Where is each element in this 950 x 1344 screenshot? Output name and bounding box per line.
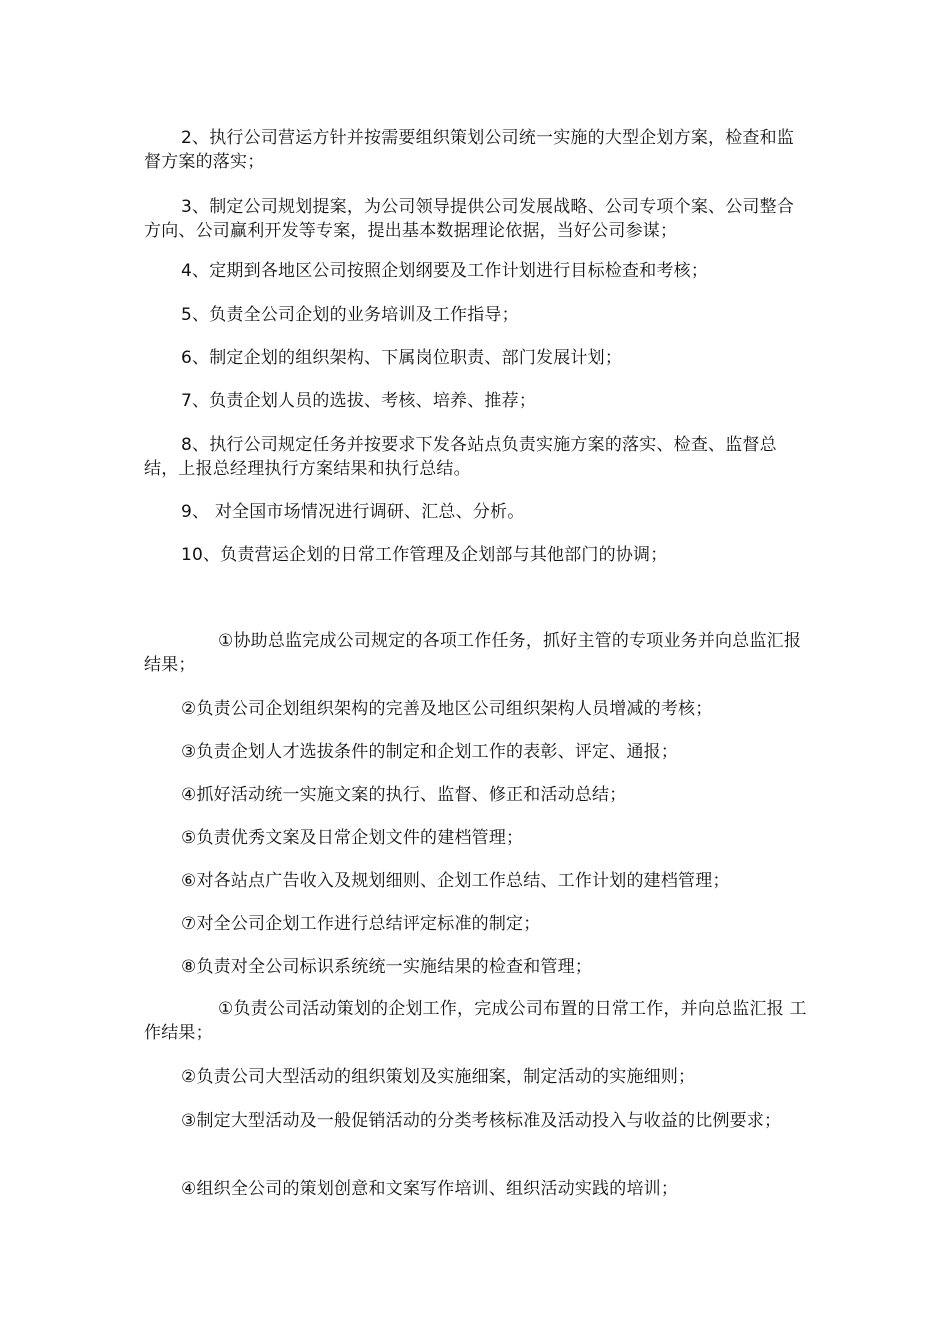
duty-item-6: 6、制定企划的组织架构、下属岗位职责、部门发展计划； (181, 348, 623, 368)
activity-duty-1: ①负责公司活动策划的企划工作，完成公司布置的日常工作，并向总监汇报 工作结果； (144, 999, 807, 1043)
supervisor-duty-7: ⑦对全公司企划工作进行总结评定标准的制定； (181, 914, 541, 934)
supervisor-duty-5: ⑤负责优秀文案及日常企划文件的建档管理； (181, 828, 524, 848)
supervisor-duty-4: ④抓好活动统一实施文案的执行、监督、修正和活动总结； (181, 785, 627, 805)
duty-item-4: 4、定期到各地区公司按照企划纲要及工作计划进行目标检查和考核； (181, 261, 709, 281)
duty-item-2: 2、执行公司营运方针并按需要组织策划公司统一实施的大型企划方案，检查和监督方案的落实； (144, 128, 795, 172)
duty-item-8: 8、执行公司规定任务并按要求下发各站点负责实施方案的落实、检查、监督总结，上报总经理执行方案结果和执行总结。 (144, 435, 777, 479)
supervisor-duty-2: ②负责公司企划组织架构的完善及地区公司组织架构人员增减的考核； (181, 699, 713, 719)
duty-item-9: 9、 对全国市场情况进行调研、汇总、分析。 (181, 502, 525, 522)
activity-duty-3: ③制定大型活动及一般促销活动的分类考核标准及活动投入与收益的比例要求； (181, 1111, 782, 1131)
activity-duty-2: ②负责公司大型活动的组织策划及实施细案，制定活动的实施细则； (181, 1067, 696, 1087)
supervisor-duty-6: ⑥对各站点广告收入及规划细则、企划工作总结、工作计划的建档管理； (181, 871, 730, 891)
duty-item-3: 3、制定公司规划提案，为公司领导提供公司发展战略、公司专项个案、公司整合方向、公司赢利开发等专案，提出基本数据理论依据，当好公司参谋； (144, 197, 795, 241)
supervisor-duty-1: ①协助总监完成公司规定的各项工作任务，抓好主管的专项业务并向总监汇报结果； (144, 631, 802, 675)
duty-item-7: 7、负责企划人员的选拔、考核、培养、推荐； (181, 391, 537, 411)
activity-duty-4: ④组织全公司的策划创意和文案写作培训、组织活动实践的培训； (181, 1179, 679, 1199)
duty-item-10: 10、负责营运企划的日常工作管理及企划部与其他部门的协调； (181, 545, 668, 565)
duty-item-5: 5、负责全公司企划的业务培训及工作指导； (181, 305, 519, 325)
supervisor-duty-3: ③负责企划人才选拔条件的制定和企划工作的表彰、评定、通报； (181, 742, 679, 762)
supervisor-duty-8: ⑧负责对全公司标识系统统一实施结果的检查和管理； (181, 957, 593, 977)
